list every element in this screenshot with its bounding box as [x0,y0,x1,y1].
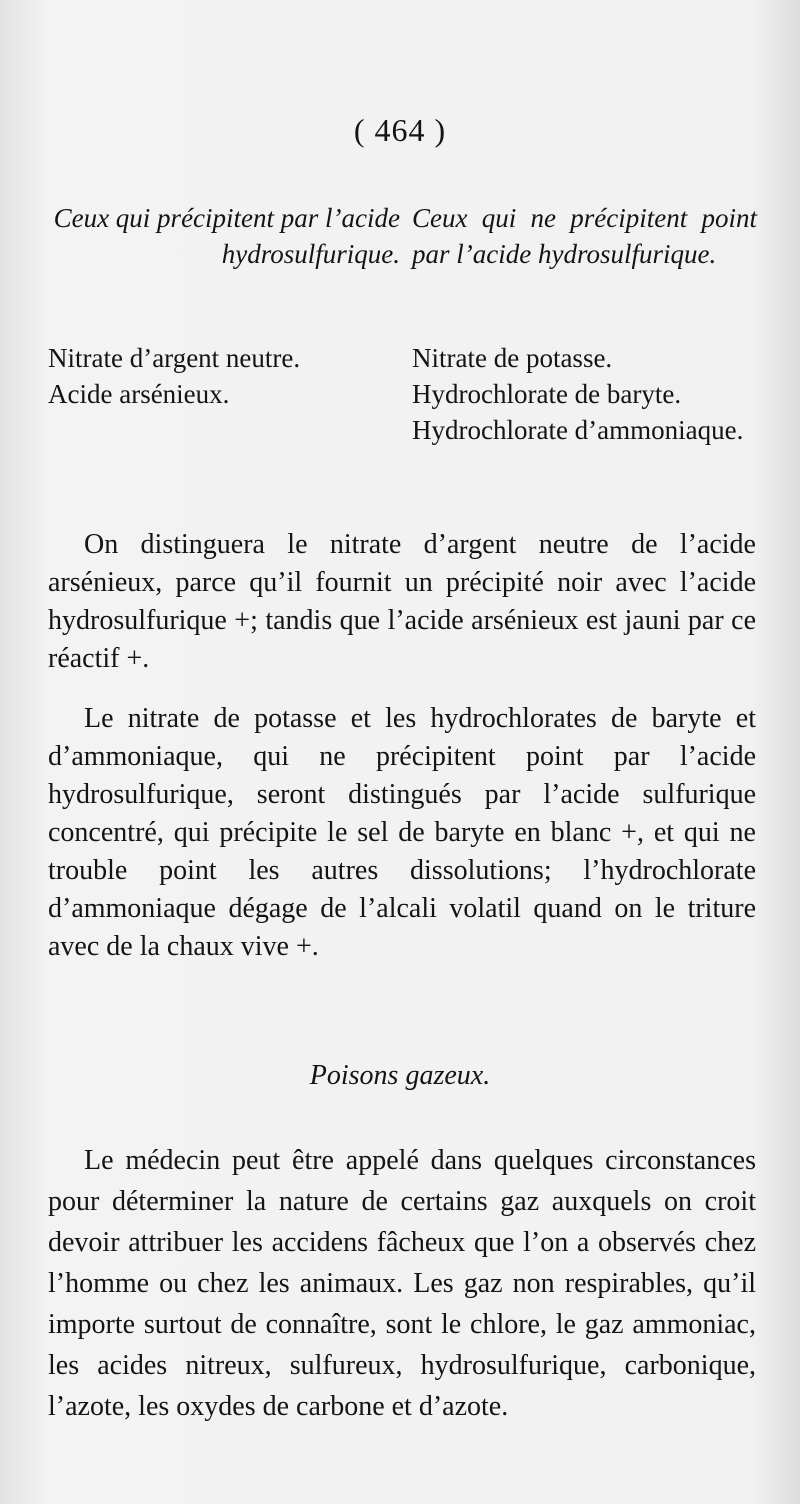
right-column-list [412,340,757,448]
paragraph: Le nitrate de potasse et les hydrochlorates de baryte et d’ammoniaque, qui ne précipitent point par l’acide hydrosulfurique, seront distingués par l’acide sulfurique concentré, qui précipite le sel de baryte en blanc +, et qui ne trouble point les autres dissolutions; l’hydrochlorate d’ammoniaque dégage de l’alcali volatil quand on le triture avec de la chaux vive +. [48,703,756,962]
list-item: Acide arsénieux. [48,379,230,409]
paragraph: On distinguera le nitrate d’argent neutre de l’acide arsénieux, parce qu’il fournit un précipité noir avec l’acide hydrosulfurique +; tandis que l’acide arsénieux est jauni par ce réactif +. [48,529,756,674]
page-number: ( 464 ) [353,112,447,148]
paragraph-gases [48,1140,756,1443]
paragraph: Le médecin peut être appelé dans quelques circonstances pour déterminer la nature de certains gaz auxquels on croit devoir attribuer les accidens fâcheux que l’on a observés chez l’homme ou chez les animaux. Les gaz non respirables, qu’il importe surtout de connaître, sont le chlore, le gaz ammoniac, les acides nitreux, sulfureux, hydrosulfurique, carbonique, l’azote, les oxydes de carbone et d’azote. [48,1145,756,1422]
list-item: Hydrochlorate de baryte. [412,379,682,409]
left-column-heading: Ceux qui précipitent par l’acide hydrosulfurique. [53,203,400,269]
list-item: Nitrate de potasse. [412,343,613,373]
list-item: Nitrate d’argent neutre. [48,343,301,373]
right-column-heading: Ceux qui ne précipitent point par l’acide hydrosulfurique. [412,203,757,269]
list-item: Hydrochlorate d’ammoniaque. [412,415,744,445]
paragraph-nitrate-hydrochlorates [48,700,756,982]
paragraph-silver-arsenic [48,526,756,694]
left-column-list [48,340,408,412]
section-heading: Poisons gazeux. [309,1060,491,1091]
